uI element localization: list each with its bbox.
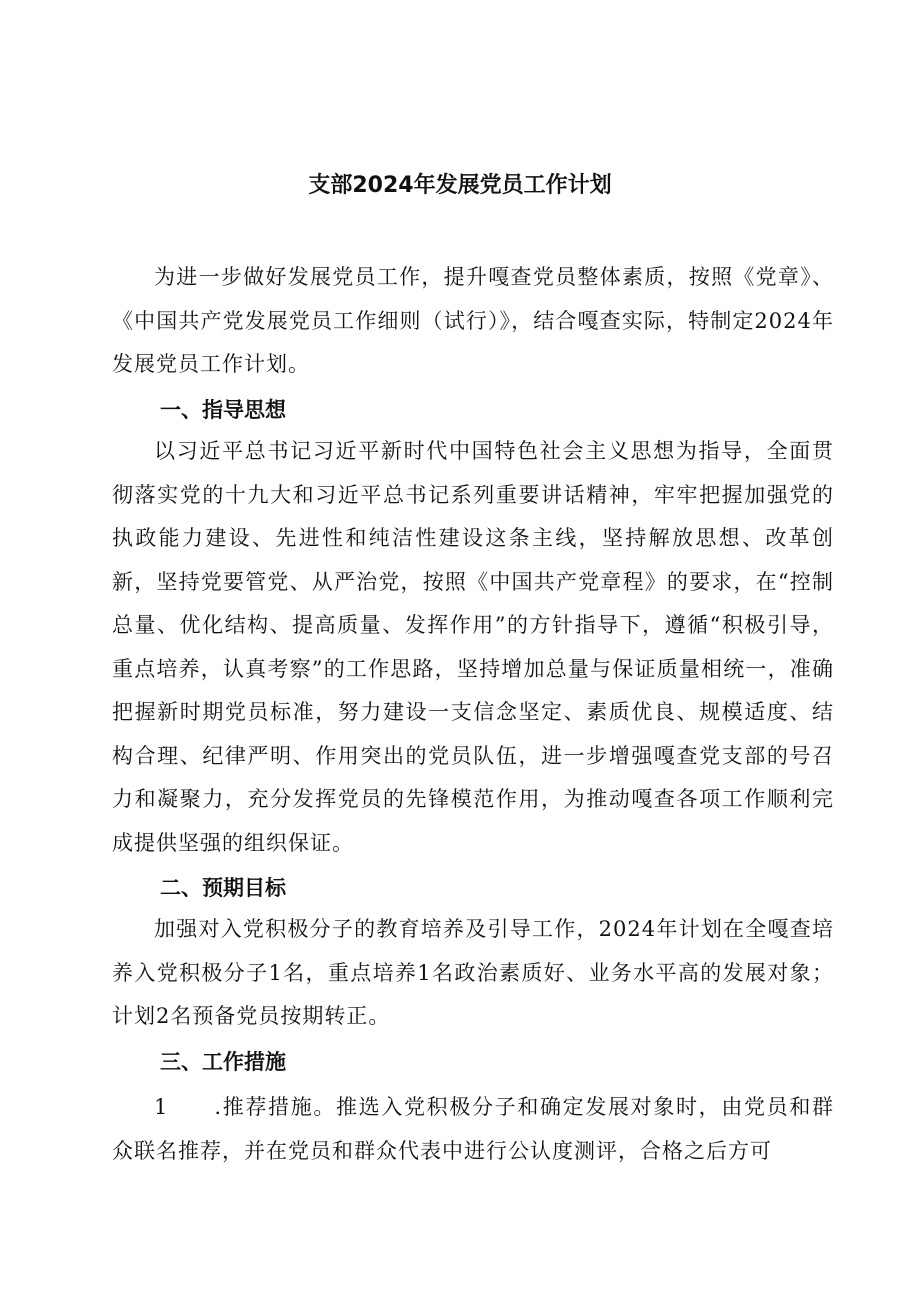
intro-paragraph: 为进一步做好发展党员工作，提升嘎查党员整体素质，按照《党章》、《中国共产党发展党员工作细则（试行）》，结合嘎查实际，特制定2024年发展党员工作计划。 <box>112 265 834 376</box>
section-heading-work-measures: 三、工作措施 <box>160 1050 286 1074</box>
section-heading-expected-goals: 二、预期目标 <box>160 876 286 900</box>
section-heading-guiding-ideology: 一、指导思想 <box>160 398 286 422</box>
section-paragraph-guiding-ideology: 以习近平总书记习近平新时代中国特色社会主义思想为指导，全面贯彻落实党的十九大和习近平总书记系列重要讲话精神，牢牢把握加强党的执政能力建设、先进性和纯洁性建设这条主线，坚持解放思想、改革创新，坚持党要管党、从严治党，按照《中国共产党章程》的要求，在“控制总量、优化结构、提高质量、发挥作用”的方针指导下，遵循“积极引导，重点培养，认真考察”的工作思路，坚持增加总量与保证质量相统一，准确把握新时期党员标准，努力建设一支信念坚定、素质优良、规模适度、结构合理、纪律严明、作用突出的党员队伍，进一步增强嘎查党支部的号召力和凝聚力，充分发挥党员的先锋模范作用，为推动嘎查各项工作顺利完成提供坚强的组织保证。 <box>112 439 834 855</box>
document-title: 支部2024年发展党员工作计划 <box>308 173 612 198</box>
section-paragraph-expected-goals: 加强对入党积极分子的教育培养及引导工作，2024年计划在全嘎查培养入党积极分子1名，重点培养1名政治素质好、业务水平高的发展对象；计划2名预备党员按期转正。 <box>112 917 834 1028</box>
section-paragraph-work-measures: 1 .推荐措施。推选入党积极分子和确定发展对象时，由党员和群众联名推荐，并在党员和群众代表中进行公认度测评，合格之后方可 <box>112 1095 834 1163</box>
